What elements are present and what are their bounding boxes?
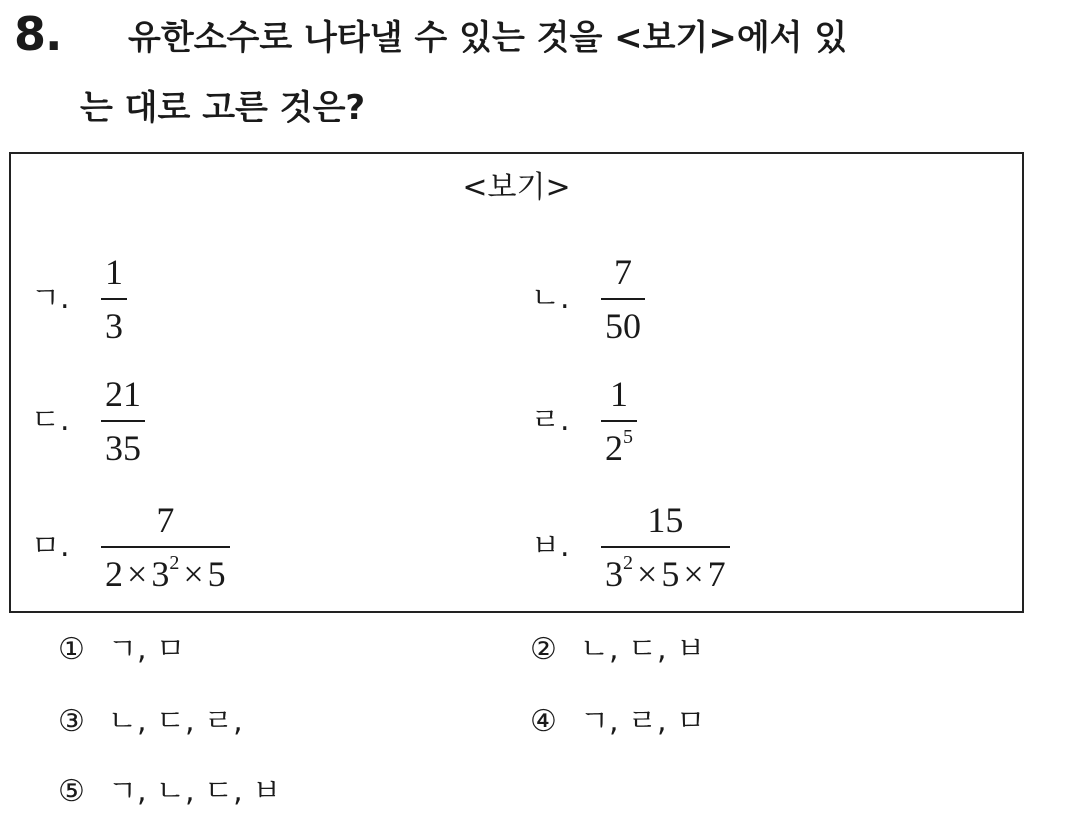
exponent: 2 bbox=[169, 552, 180, 574]
factor: 5 bbox=[661, 554, 680, 594]
times-symbol: × bbox=[127, 554, 148, 594]
choice-4[interactable] bbox=[530, 702, 705, 742]
numerator: 7 bbox=[156, 500, 175, 540]
choice-text: ㄴ, ㄷ, ㅂ bbox=[580, 632, 706, 667]
choice-number: ⑤ bbox=[58, 774, 85, 809]
exponent: 2 bbox=[623, 552, 633, 574]
item-marker: ㄴ. bbox=[531, 281, 570, 316]
choice-number: ② bbox=[530, 632, 557, 667]
factor: 5 bbox=[207, 554, 226, 594]
item-marker: ㅁ. bbox=[31, 529, 70, 564]
factor: 3 bbox=[605, 554, 623, 594]
times-symbol: × bbox=[637, 554, 658, 594]
denominator bbox=[601, 422, 637, 468]
numerator: 21 bbox=[105, 374, 141, 414]
bogi-item-2 bbox=[531, 244, 645, 354]
choice-5[interactable] bbox=[58, 772, 281, 812]
bogi-item-1 bbox=[31, 244, 127, 354]
bogi-box bbox=[9, 152, 1024, 613]
fraction bbox=[601, 252, 645, 346]
bogi-item-6 bbox=[531, 492, 730, 602]
denominator: 50 bbox=[605, 306, 641, 346]
bogi-item-5 bbox=[31, 492, 230, 602]
choice-text: ㄱ, ㄴ, ㄷ, ㅂ bbox=[108, 774, 282, 809]
choice-text: ㄱ, ㄹ, ㅁ bbox=[580, 704, 706, 739]
item-marker: ㄱ. bbox=[31, 281, 70, 316]
fraction bbox=[601, 374, 637, 468]
base: 2 bbox=[605, 428, 623, 468]
choice-3[interactable] bbox=[58, 702, 243, 742]
factor: 7 bbox=[707, 554, 726, 594]
question-text-line1: 유한소수로 나타낼 수 있는 것을 <보기>에서 있 bbox=[128, 18, 848, 58]
item-marker: ㅂ. bbox=[531, 529, 570, 564]
choice-number: ③ bbox=[58, 704, 85, 739]
choice-number: ① bbox=[58, 632, 85, 667]
choice-2[interactable] bbox=[530, 630, 705, 670]
question-text-line2: 는 대로 고른 것은? bbox=[80, 88, 366, 128]
denominator bbox=[601, 548, 730, 594]
fraction bbox=[601, 500, 730, 594]
numerator: 7 bbox=[614, 252, 632, 292]
choice-text: ㄱ, ㅁ bbox=[108, 632, 186, 667]
item-marker: ㄹ. bbox=[531, 403, 570, 438]
denominator: 35 bbox=[105, 428, 141, 468]
bogi-item-4 bbox=[531, 366, 637, 476]
bogi-item-3 bbox=[31, 366, 145, 476]
choice-1[interactable] bbox=[58, 630, 185, 670]
bogi-title: <보기> bbox=[462, 170, 571, 205]
question-number: 8. bbox=[14, 7, 62, 61]
numerator: 1 bbox=[105, 252, 123, 292]
exponent: 5 bbox=[623, 426, 633, 448]
fraction bbox=[101, 500, 230, 594]
times-symbol: × bbox=[183, 554, 204, 594]
fraction bbox=[101, 252, 127, 346]
times-symbol: × bbox=[683, 554, 704, 594]
denominator bbox=[101, 548, 230, 594]
numerator: 15 bbox=[647, 500, 684, 540]
numerator: 1 bbox=[610, 374, 628, 414]
factor: 3 bbox=[151, 554, 170, 594]
fraction bbox=[101, 374, 145, 468]
factor: 2 bbox=[105, 554, 123, 594]
item-marker: ㄷ. bbox=[31, 403, 70, 438]
choice-text: ㄴ, ㄷ, ㄹ, bbox=[108, 704, 243, 739]
choice-number: ④ bbox=[530, 704, 557, 739]
denominator: 3 bbox=[105, 306, 123, 346]
